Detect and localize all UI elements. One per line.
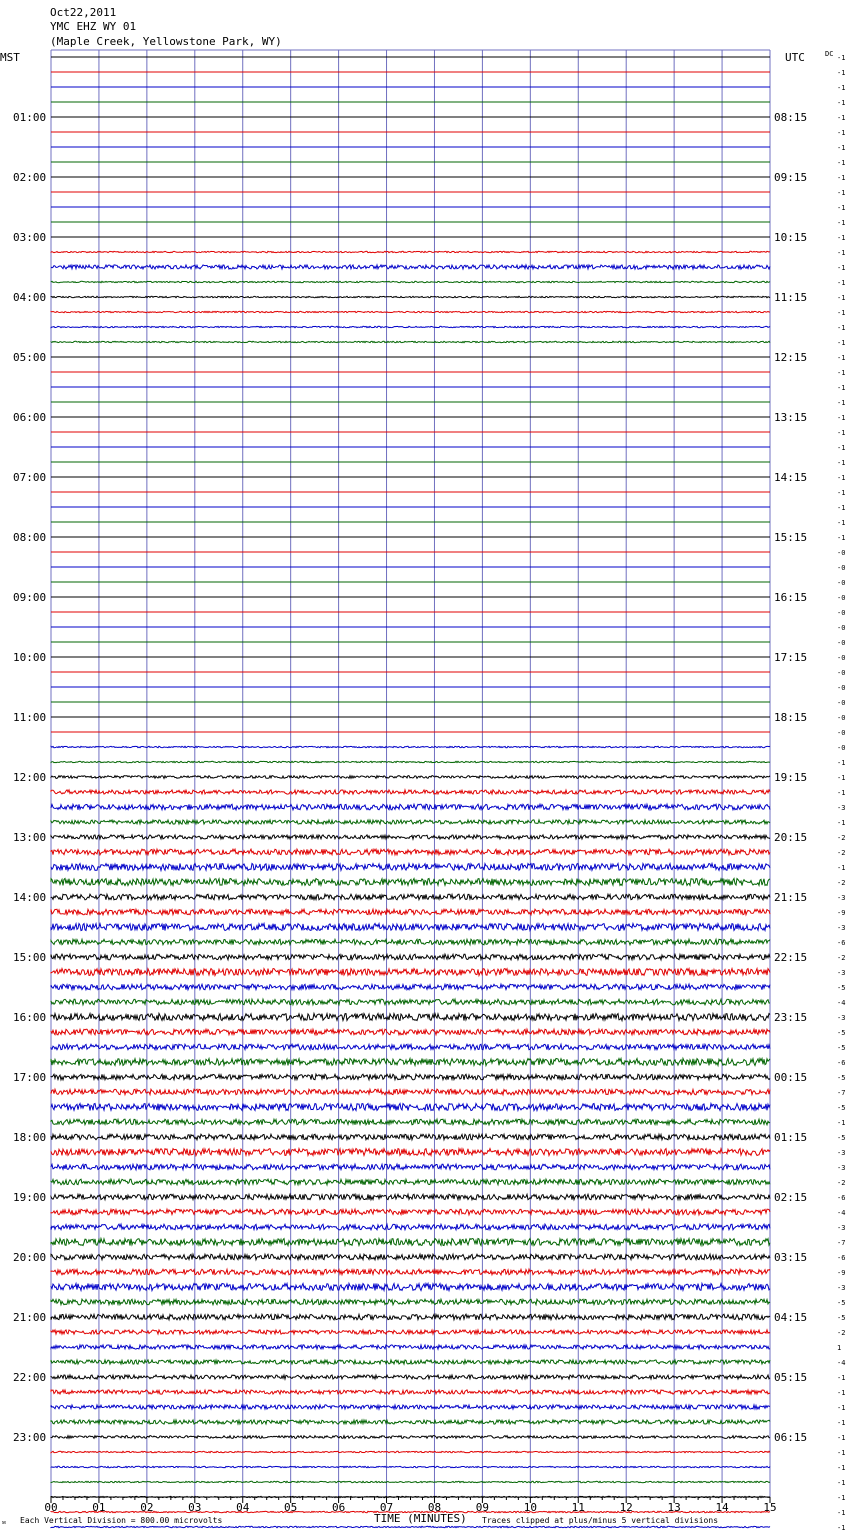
left-hour-label: 10:00 — [13, 651, 47, 664]
right-hour-label: 13:15 — [774, 411, 808, 424]
dc-offset-value: -1 — [837, 1449, 846, 1457]
right-hour-label: 12:15 — [774, 351, 808, 364]
dc-offset-value: -1 — [837, 489, 846, 497]
left-hour-label: 15:00 — [13, 951, 47, 964]
dc-offset-value: -1 — [837, 414, 846, 422]
left-hour-label: 16:00 — [13, 1011, 47, 1024]
dc-offset-value: -0 — [837, 549, 846, 557]
dc-offset-value: -3 — [837, 804, 846, 812]
trace-line — [51, 909, 770, 915]
left-hour-label: 22:00 — [13, 1371, 47, 1384]
trace-line — [51, 804, 770, 810]
dc-offset-value: -1 — [837, 774, 846, 782]
dc-offset-value: -1 — [837, 324, 846, 332]
trace-line — [51, 1164, 770, 1170]
trace-line — [51, 1104, 770, 1111]
trace-line — [51, 1209, 770, 1215]
dc-offset-value: -0 — [837, 714, 846, 722]
dc-offset-value: -1 — [837, 339, 846, 347]
dc-offset-value: 1 — [837, 1344, 842, 1352]
dc-offset-value: -1 — [837, 534, 846, 542]
right-hour-label: 18:15 — [774, 711, 808, 724]
dc-offset-value: -5 — [837, 1044, 846, 1052]
dc-offset-value: -1 — [837, 114, 846, 122]
dc-offset-value: -9 — [837, 909, 846, 917]
trace-group — [51, 57, 770, 1534]
dc-offset-value: -1 — [837, 1389, 846, 1397]
header-location: (Maple Creek, Yellowstone Park, WY) — [50, 35, 282, 48]
dc-offset-value: -3 — [837, 894, 846, 902]
right-hour-label: 09:15 — [774, 171, 808, 184]
trace-line — [51, 879, 770, 886]
left-hour-label: 20:00 — [13, 1251, 47, 1264]
x-tick-label: 03 — [188, 1501, 202, 1514]
dc-offset-value: -0 — [837, 609, 846, 617]
trace-line — [51, 251, 770, 252]
trace-line — [51, 1284, 770, 1291]
x-tick-label: 01 — [92, 1501, 106, 1514]
dc-offset-value: -1 — [837, 264, 846, 272]
dc-offset-value: -1 — [837, 819, 846, 827]
trace-line — [51, 1074, 770, 1080]
trace-line — [51, 1360, 770, 1364]
dc-offset-value: -5 — [837, 1029, 846, 1037]
dc-offset-value: -5 — [837, 1134, 846, 1142]
x-tick-label: 04 — [236, 1501, 250, 1514]
trace-line — [51, 1044, 770, 1050]
left-hour-label: 07:00 — [13, 471, 47, 484]
dc-offset-value: -0 — [837, 579, 846, 587]
dc-offset-value: -4 — [837, 1209, 846, 1217]
right-hour-label: 08:15 — [774, 111, 808, 124]
dc-offset-value: -4 — [837, 1359, 846, 1367]
left-timezone-label: MST — [0, 51, 20, 64]
dc-offset-value: -1 — [837, 1404, 846, 1412]
dc-offset-value: -1 — [837, 1434, 846, 1442]
x-tick-label: 09 — [475, 1501, 490, 1514]
right-hour-label: 19:15 — [774, 771, 808, 784]
dc-offset-value: -1 — [837, 1374, 846, 1382]
dc-offset-value: -1 — [837, 399, 846, 407]
trace-line — [51, 1451, 770, 1452]
dc-label: DC — [825, 50, 834, 58]
left-hour-label: 06:00 — [13, 411, 47, 424]
trace-line — [51, 1239, 770, 1246]
trace-line — [51, 969, 770, 976]
trace-line — [51, 1029, 770, 1035]
dc-offset-value: -1 — [837, 519, 846, 527]
right-hour-label: 16:15 — [774, 591, 808, 604]
trace-line — [51, 999, 770, 1005]
left-hour-label: 04:00 — [13, 291, 47, 304]
dc-offset-value: -1 — [837, 204, 846, 212]
dc-offset-value: -1 — [837, 234, 846, 242]
dc-offset-value: -1 — [837, 444, 846, 452]
left-hour-label: 02:00 — [13, 171, 47, 184]
trace-line — [51, 790, 770, 794]
dc-offset-value: -1 — [837, 1464, 846, 1472]
dc-offset-value: -1 — [837, 354, 846, 362]
right-hour-label: 05:15 — [774, 1371, 808, 1384]
dc-offset-value: -1 — [837, 174, 846, 182]
trace-line — [51, 1194, 770, 1200]
dc-offset-value: -1 — [837, 1494, 846, 1502]
dc-offset-value: -1 — [837, 249, 846, 257]
dc-offset-value: -3 — [837, 1284, 846, 1292]
dc-offset-value: -1 — [837, 1524, 846, 1532]
dc-offset-value: -0 — [837, 669, 846, 677]
dc-offset-value: -0 — [837, 654, 846, 662]
dc-offset-value: -1 — [837, 309, 846, 317]
trace-line — [51, 281, 770, 282]
trace-line — [51, 265, 770, 269]
header-date: Oct22,2011 — [50, 6, 117, 19]
x-tick-label: 11 — [571, 1501, 585, 1514]
trace-line — [51, 776, 770, 779]
dc-offset-value: -1 — [837, 144, 846, 152]
right-hour-label: 01:15 — [774, 1131, 808, 1144]
right-hour-label: 21:15 — [774, 891, 808, 904]
left-hour-label: 11:00 — [13, 711, 47, 724]
x-tick-label: 08 — [427, 1501, 442, 1514]
dc-offset-value: -5 — [837, 1074, 846, 1082]
left-hour-label: 18:00 — [13, 1131, 47, 1144]
dc-offset-value: -1 — [837, 279, 846, 287]
left-hour-label: 13:00 — [13, 831, 47, 844]
dc-offset-value: -1 — [837, 504, 846, 512]
dc-offset-value: -1 — [837, 84, 846, 92]
dc-offset-value: -1 — [837, 1119, 846, 1127]
x-tick-label: 13 — [667, 1501, 681, 1514]
x-tick-label: 15 — [763, 1501, 777, 1514]
dc-offset-value: -6 — [837, 1254, 846, 1262]
x-tick-label: 05 — [284, 1501, 298, 1514]
left-hour-label: 01:00 — [13, 111, 47, 124]
dc-offset-value: -7 — [837, 1239, 846, 1247]
left-hour-label: 23:00 — [13, 1431, 47, 1444]
dc-offset-value: -0 — [837, 624, 846, 632]
trace-line — [51, 326, 770, 327]
right-hour-label: 22:15 — [774, 951, 808, 964]
dc-offset-value: -1 — [837, 189, 846, 197]
dc-offset-value: -1 — [837, 759, 846, 767]
right-hour-label: 17:15 — [774, 651, 808, 664]
footer-clip-note: Traces clipped at plus/minus 5 vertical divisions — [482, 1516, 719, 1525]
right-timezone-label: UTC — [785, 51, 805, 64]
trace-line — [51, 1224, 770, 1230]
x-tick-label: 10 — [523, 1501, 537, 1514]
x-tick-label: 14 — [715, 1501, 729, 1514]
dc-offset-value: -1 — [837, 159, 846, 167]
left-hour-label: 08:00 — [13, 531, 47, 544]
dc-offset-value: -1 — [837, 219, 846, 227]
dc-offset-value: -5 — [837, 1314, 846, 1322]
left-hour-label: 12:00 — [13, 771, 47, 784]
footer-mark: ᴍ — [2, 1519, 6, 1526]
dc-offset-value: -4 — [837, 999, 846, 1007]
dc-offset-value: -1 — [837, 54, 846, 62]
dc-offset-value: -3 — [837, 1149, 846, 1157]
dc-offset-value: -6 — [837, 1059, 846, 1067]
trace-line — [51, 924, 770, 931]
dc-offset-value: -6 — [837, 939, 846, 947]
trace-line — [51, 1059, 770, 1066]
dc-offset-value: -2 — [837, 879, 846, 887]
trace-line — [51, 1330, 770, 1334]
left-hour-label: 21:00 — [13, 1311, 47, 1324]
dc-offset-value: -3 — [837, 969, 846, 977]
dc-offset-value: -0 — [837, 744, 846, 752]
trace-line — [51, 761, 770, 762]
trace-line — [51, 1420, 770, 1424]
right-hour-label: 10:15 — [774, 231, 808, 244]
trace-line — [51, 1345, 770, 1349]
x-tick-label: 02 — [140, 1501, 154, 1514]
dc-offset-value: -0 — [837, 729, 846, 737]
trace-line — [51, 341, 770, 342]
right-hour-label: 14:15 — [774, 471, 808, 484]
trace-line — [51, 820, 770, 824]
x-tick-label: 00 — [44, 1501, 58, 1514]
right-hour-label: 04:15 — [774, 1311, 808, 1324]
left-hour-label: 09:00 — [13, 591, 47, 604]
trace-line — [51, 1466, 770, 1467]
trace-line — [51, 984, 770, 990]
trace-line — [51, 1526, 770, 1527]
dc-offset-value: -1 — [837, 129, 846, 137]
dc-offset-value: -7 — [837, 1089, 846, 1097]
trace-line — [51, 1119, 770, 1125]
left-hour-label: 19:00 — [13, 1191, 47, 1204]
dc-offset-value: -1 — [837, 294, 846, 302]
dc-offset-value: -1 — [837, 1479, 846, 1487]
x-axis-title: TIME (MINUTES) — [374, 1512, 467, 1525]
trace-line — [51, 1014, 770, 1021]
dc-offset-value: -5 — [837, 984, 846, 992]
trace-line — [51, 1179, 770, 1185]
trace-line — [51, 1134, 770, 1140]
trace-line — [51, 1149, 770, 1156]
trace-line — [51, 1089, 770, 1095]
trace-line — [51, 1436, 770, 1439]
dc-offset-value: -1 — [837, 69, 846, 77]
trace-line — [51, 1299, 770, 1305]
dc-offset-value: -2 — [837, 1179, 846, 1187]
trace-line — [51, 939, 770, 945]
dc-offset-value: -3 — [837, 924, 846, 932]
dc-offset-value: -1 — [837, 429, 846, 437]
dc-offset-value: -9 — [837, 1269, 846, 1277]
left-hour-label: 17:00 — [13, 1071, 47, 1084]
trace-line — [51, 1269, 770, 1275]
right-hour-label: 15:15 — [774, 531, 808, 544]
right-hour-labels — [774, 111, 807, 1444]
trace-line — [51, 864, 770, 871]
dc-offset-value: -1 — [837, 99, 846, 107]
dc-offset-value: -1 — [837, 384, 846, 392]
right-hour-label: 00:15 — [774, 1071, 808, 1084]
dc-offset-value: -2 — [837, 849, 846, 857]
dc-offset-value: -0 — [837, 639, 846, 647]
dc-offset-value: -5 — [837, 1299, 846, 1307]
trace-line — [51, 894, 770, 900]
left-hour-label: 03:00 — [13, 231, 47, 244]
right-hour-label: 20:15 — [774, 831, 808, 844]
right-hour-label: 11:15 — [774, 291, 808, 304]
dc-offset-value: -1 — [837, 474, 846, 482]
x-tick-label: 12 — [619, 1501, 633, 1514]
dc-offset-value: -1 — [837, 369, 846, 377]
dc-offset-value: -1 — [837, 1509, 846, 1517]
dc-offset-value: -0 — [837, 699, 846, 707]
x-tick-label: 06 — [331, 1501, 346, 1514]
left-hour-label: 05:00 — [13, 351, 47, 364]
trace-line — [51, 835, 770, 839]
trace-line — [51, 746, 770, 747]
dc-offset-value: -0 — [837, 684, 846, 692]
dc-offset-value: -5 — [837, 1104, 846, 1112]
trace-line — [51, 1390, 770, 1394]
footer-scale-note: Each Vertical Division = 800.00 microvolts — [20, 1516, 223, 1525]
dc-offset-value: -6 — [837, 1194, 846, 1202]
dc-offset-value: -3 — [837, 1164, 846, 1172]
dc-offset-value: -2 — [837, 1329, 846, 1337]
trace-line — [51, 1314, 770, 1320]
left-hour-labels — [13, 111, 46, 1444]
dc-offset-value: -1 — [837, 459, 846, 467]
x-tick-label: 07 — [379, 1501, 394, 1514]
right-hour-label: 23:15 — [774, 1011, 808, 1024]
trace-line — [51, 311, 770, 312]
dc-offset-value: -1 — [837, 789, 846, 797]
dc-offset-value: -0 — [837, 594, 846, 602]
dc-offset-value: -3 — [837, 1224, 846, 1232]
right-hour-label: 02:15 — [774, 1191, 808, 1204]
dc-offset-value: -1 — [837, 864, 846, 872]
trace-line — [51, 1254, 770, 1260]
left-hour-label: 14:00 — [13, 891, 47, 904]
right-hour-label: 03:15 — [774, 1251, 808, 1264]
dc-offset-value: -2 — [837, 954, 846, 962]
dc-offset-value: -0 — [837, 564, 846, 572]
trace-line — [51, 1375, 770, 1379]
dc-offset-value: -1 — [837, 1419, 846, 1427]
trace-line — [51, 954, 770, 960]
trace-line — [51, 849, 770, 855]
trace-line — [51, 1481, 770, 1482]
trace-line — [51, 296, 770, 297]
dc-offset-value: -2 — [837, 834, 846, 842]
right-hour-label: 06:15 — [774, 1431, 808, 1444]
dc-offset-values — [837, 54, 845, 1534]
dc-offset-value: -3 — [837, 1014, 846, 1022]
trace-line — [51, 1405, 770, 1409]
header-station: YMC EHZ WY 01 — [50, 20, 137, 33]
